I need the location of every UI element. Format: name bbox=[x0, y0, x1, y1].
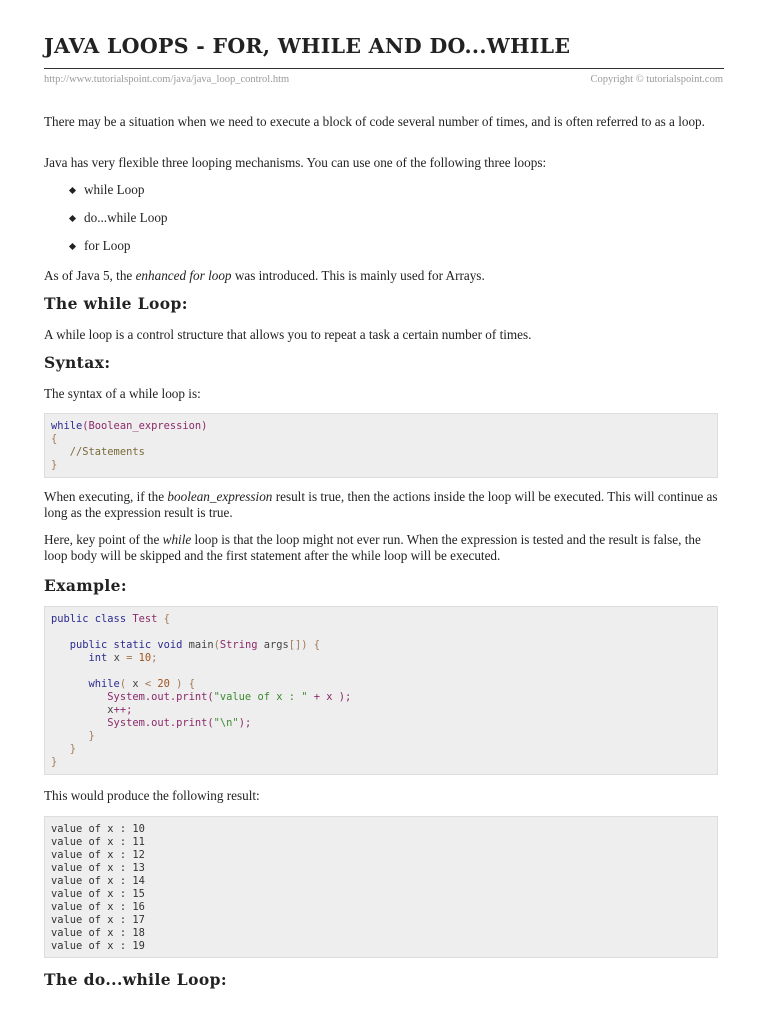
output-line: value of x : 18 bbox=[51, 927, 145, 939]
source-url[interactable]: http://www.tutorialspoint.com/java/java_loop_control.htm bbox=[44, 74, 290, 85]
while-description: A while loop is a control structure that allows you to repeat a task a certain number of times. bbox=[44, 327, 532, 342]
output-line: value of x : 15 bbox=[51, 888, 145, 900]
output-block bbox=[44, 816, 718, 958]
bullet-icon bbox=[69, 187, 76, 194]
syntax-code-block: while(Boolean_expression) { //Statements } bbox=[44, 413, 718, 478]
output-line: value of x : 17 bbox=[51, 914, 145, 926]
output-line: value of x : 13 bbox=[51, 862, 145, 874]
output-line: value of x : 19 bbox=[51, 940, 145, 952]
output-line: value of x : 16 bbox=[51, 901, 145, 913]
example-heading: Example: bbox=[44, 576, 128, 595]
output-line: value of x : 11 bbox=[51, 836, 145, 848]
bullet-icon bbox=[69, 243, 76, 250]
output-line: value of x : 14 bbox=[51, 875, 145, 887]
loops-paragraph: Java has very flexible three looping mechanisms. You can use one of the following three loops: bbox=[44, 155, 547, 170]
while-loop-heading: The while Loop: bbox=[44, 294, 188, 313]
enhanced-for-paragraph: As of Java 5, the enhanced for loop was introduced. This is mainly used for Arrays. bbox=[44, 268, 485, 283]
loop-types-list bbox=[44, 182, 168, 266]
output-line: value of x : 12 bbox=[51, 849, 145, 861]
title-rule bbox=[44, 68, 724, 69]
list-item: for Loop bbox=[44, 238, 168, 266]
intro-paragraph: There may be a situation when we need to execute a block of code several number of times, and is often referred to as a loop. bbox=[44, 114, 705, 129]
list-item: while Loop bbox=[44, 182, 168, 210]
do-while-heading: The do...while Loop: bbox=[44, 970, 227, 989]
key-point-paragraph: Here, key point of the while loop is that the loop might not ever run. When the expression is tested and the result is false, the loop body will be skipped and the first statement after the while loop will be executed. bbox=[44, 532, 701, 563]
page-title: JAVA LOOPS - FOR, WHILE AND DO...WHILE bbox=[44, 34, 571, 58]
bullet-icon bbox=[69, 215, 76, 222]
list-item: do...while Loop bbox=[44, 210, 168, 238]
syntax-heading: Syntax: bbox=[44, 353, 111, 372]
copyright-notice: Copyright © tutorialspoint.com bbox=[590, 74, 723, 85]
syntax-intro: The syntax of a while loop is: bbox=[44, 386, 201, 401]
output-line: value of x : 10 bbox=[51, 823, 145, 835]
result-intro: This would produce the following result: bbox=[44, 788, 260, 803]
execution-paragraph: When executing, if the boolean_expression result is true, then the actions inside the loop will be executed. This will continue as long as the expression result is true. bbox=[44, 489, 718, 520]
example-code-block: public class Test { public static void main(String args[]) { int x = 10; while( x < 20 ) { System.out.print("value of x : " + x ); x++; System.out.print("\n"); } } } bbox=[44, 606, 718, 775]
